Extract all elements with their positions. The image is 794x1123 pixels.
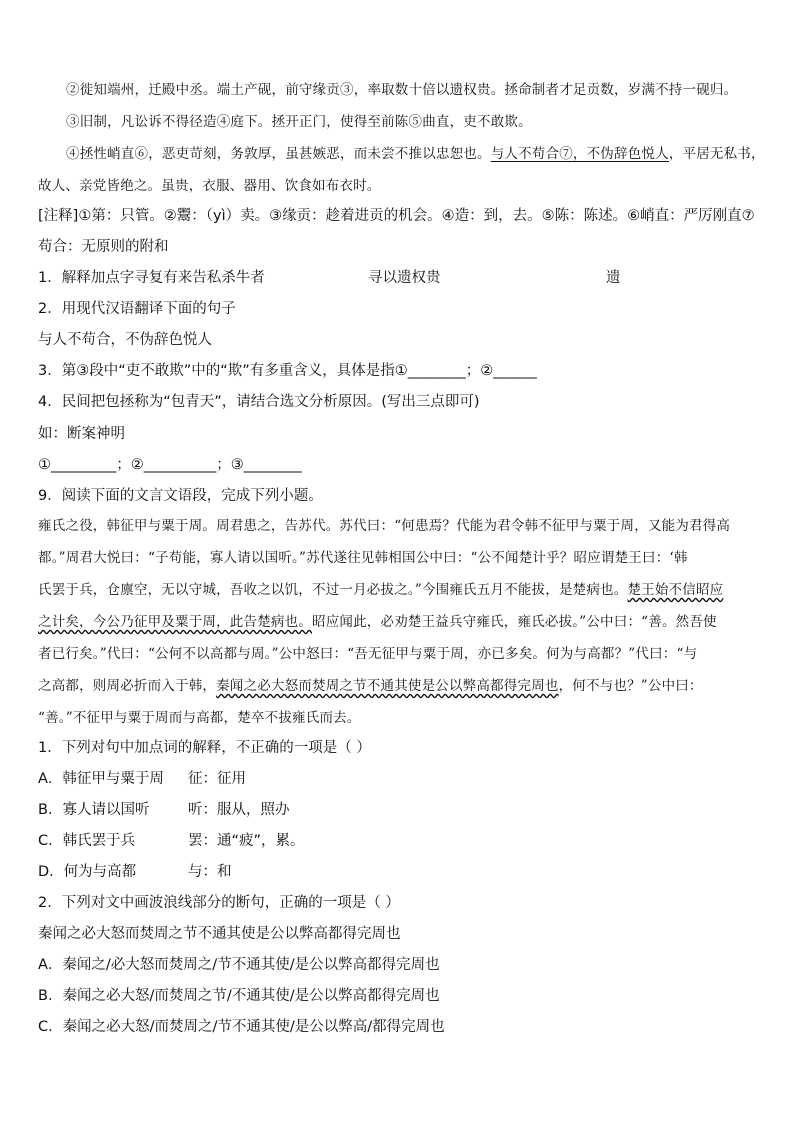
q9-2-option-a: A．秦闻之/必大怒而焚周之/节不通其使/是公以弊高都得完周也 xyxy=(38,957,440,973)
q8-4-example: 如：断案神明 xyxy=(38,426,125,442)
q8-4-text: 4．民间把包拯称为“包青天”，请结合选文分析原因。(写出三点即可) xyxy=(38,394,480,410)
section9-line3-text: 氏罢于兵，仓廪空，无以守城，吾收之以饥，不过一月必拔之。”今围雍氏五月不能拔，是楚病也。 xyxy=(38,582,628,598)
section9-passage-line-4 xyxy=(38,616,717,630)
section9-line4-wavy: 之计矣，今公乃征甲及粟于周，此告楚病也。 xyxy=(38,614,312,630)
q9-1-option-b-gloss: 听：服从，照办 xyxy=(188,802,290,818)
section9-passage-line-1: 雍氏之役，韩征甲与粟于周。周君患之，告苏代。苏代曰：“何患焉？代能为君令韩不征甲与粟于周，又能为君得高 xyxy=(38,518,731,534)
q8-1-text: 1．解释加点字寻复有来告私杀牛者 xyxy=(38,270,265,286)
section9-passage-line-7: “善。”不征甲与粟于周而与高都，楚卒不拔雍氏而去。 xyxy=(38,710,361,726)
section9-passage-line-2: 都。”周君大悦曰：“子苟能，寡人请以国听。”苏代遂往见韩相国公中曰：“公不闻楚计乎？昭应谓楚王曰：‘韩 xyxy=(38,550,688,566)
section9-passage-line-3 xyxy=(38,584,723,598)
q8-1-item-3: 遗 xyxy=(606,270,621,286)
notes-line-2: 苟合：无原则的附和 xyxy=(38,239,169,255)
passage-paragraph-2: ②徙知端州，迁殿中丞。端土产砚，前守缘贡③，率取数十倍以遗权贵。拯命制者才足贡数，岁满不持一砚归。 xyxy=(66,82,738,98)
q9-1-option-d-gloss: 与：和 xyxy=(188,864,232,880)
q9-1-text: 1．下列对句中加点词的解释，不正确的一项是（ ） xyxy=(38,740,371,756)
q8-4-blanks: ①_________；②__________；③________ xyxy=(38,457,302,473)
section9-line4-text: 昭应闻此，必劝楚王益兵守雍氏，雍氏必拔。”公中曰：“善。然吾使 xyxy=(312,614,717,630)
q9-2-sentence: 秦闻之必大怒而焚周之节不通其使是公以弊高都得完周也 xyxy=(38,926,401,942)
section9-passage-line-6 xyxy=(38,680,703,694)
q9-2-text: 2．下列对文中画波浪线部分的断句，正确的一项是（ ） xyxy=(38,895,400,911)
section9-line6-text-b: ，何不与也？”公中曰： xyxy=(558,678,703,694)
q8-1-item-2: 寻以遗权贵 xyxy=(368,270,441,286)
passage-paragraph-3: ③旧制，凡讼诉不得径造④庭下。拯开正门，使得至前陈⑤曲直，吏不敢欺。 xyxy=(66,114,532,130)
passage-p4-text-a: ④拯性峭直⑥，恶吏苛刻，务敦厚，虽甚嫉恶，而未尝不推以忠恕也。 xyxy=(66,146,491,162)
passage-paragraph-4-line2: 故人、亲党皆绝之。虽贵，衣服、器用、饮食如布衣时。 xyxy=(38,178,381,194)
passage-paragraph-4 xyxy=(66,148,765,162)
section9-passage-line-5: 者已行矣。”代曰：“公何不以高都与周。”公中怒曰：“吾无征甲与粟于周，亦已多矣。何为与高都？”代曰：“与 xyxy=(38,646,698,662)
q9-1-option-a-label: A．韩征甲与粟于周 xyxy=(38,771,164,787)
q8-2-text: 2．用现代汉语翻译下面的句子 xyxy=(38,301,236,317)
section9-heading: 9．阅读下面的文言文语段，完成下列小题。 xyxy=(38,488,323,504)
notes-line-1: [注释]①第：只管。②鬻：（yì）卖。③缘贡：趁着进贡的机会。④造：到，去。⑤陈：陈述。⑥峭直：严厉刚直⑦ xyxy=(38,208,755,224)
section9-line6-wavy: 秦闻之必大怒而焚周之节不通其使是公以弊高都得完周也 xyxy=(216,678,559,694)
passage-p4-underlined: 与人不苟合⑦，不伪辞色悦人 xyxy=(490,146,669,162)
q9-1-option-c-label: C．韩氏罢于兵 xyxy=(38,833,136,849)
section9-line6-text-a: 之高都，则周必折而入于韩， xyxy=(38,678,217,694)
q9-1-option-a-gloss: 征：征用 xyxy=(188,771,246,787)
q9-1-option-b-label: B．寡人请以国听 xyxy=(38,802,150,818)
passage-p4-text-c: ，平居无私书， xyxy=(668,146,765,162)
q8-3-text: 3．第③段中“吏不敢欺”中的“欺”有多重含义，具体是指①________；②______ xyxy=(38,363,537,379)
q8-2-sentence: 与人不苟合，不伪辞色悦人 xyxy=(38,332,212,348)
section9-line3-wavy: 楚王始不信昭应 xyxy=(627,582,724,598)
q9-1-option-c-gloss: 罢：通“疲”，累。 xyxy=(188,833,305,849)
q9-2-option-c: C．秦闻之必大怒/而焚周之/节不通其使/是公以弊高/都得完周也 xyxy=(38,1019,445,1035)
q9-1-option-d-label: D．何为与高都 xyxy=(38,864,137,880)
q9-2-option-b: B．秦闻之必大怒/而焚周之节/不通其使/是公以弊高都得完周也 xyxy=(38,988,440,1004)
